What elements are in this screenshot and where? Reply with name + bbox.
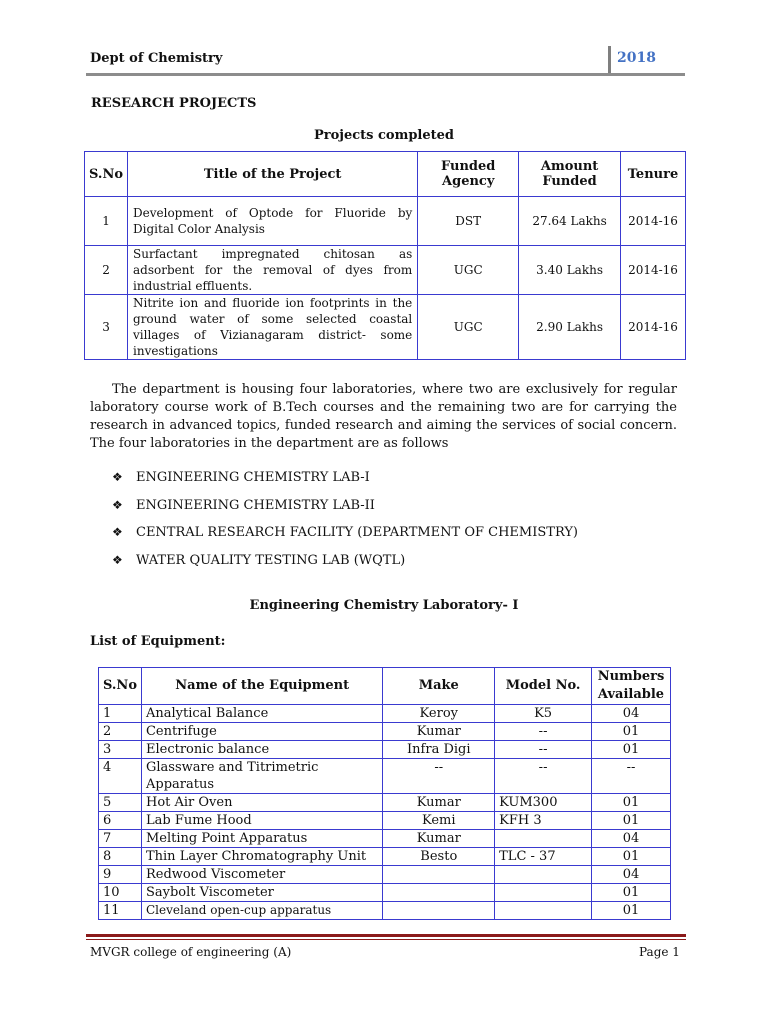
cell-make bbox=[383, 902, 495, 920]
cell-num: 01 bbox=[592, 902, 671, 920]
cell-model bbox=[495, 902, 592, 920]
cell-num: 01 bbox=[592, 884, 671, 902]
col-name: Name of the Equipment bbox=[141, 668, 382, 705]
cell-model: -- bbox=[495, 759, 592, 794]
cell-make: Besto bbox=[383, 848, 495, 866]
equipment-heading: List of Equipment: bbox=[90, 634, 226, 649]
lab1-title: Engineering Chemistry Laboratory- I bbox=[249, 598, 519, 613]
labs-list bbox=[112, 470, 578, 580]
cell-amount: 27.64 Lakhs bbox=[519, 197, 621, 246]
cell-sno: 2 bbox=[85, 246, 128, 295]
table-row bbox=[85, 197, 686, 246]
table-row bbox=[85, 246, 686, 295]
header-dept: Dept of Chemistry bbox=[90, 51, 223, 66]
cell-make: Infra Digi bbox=[383, 741, 495, 759]
col-title: Title of the Project bbox=[128, 152, 418, 197]
cell-make bbox=[383, 866, 495, 884]
col-sno: S.No bbox=[85, 152, 128, 197]
cell-model: TLC - 37 bbox=[495, 848, 592, 866]
cell-sno: 7 bbox=[99, 830, 142, 848]
cell-name: Hot Air Oven bbox=[141, 794, 382, 812]
list-item bbox=[112, 498, 578, 526]
table-row bbox=[99, 741, 671, 759]
cell-model: KUM300 bbox=[495, 794, 592, 812]
labs-paragraph bbox=[90, 381, 677, 453]
list-item bbox=[112, 553, 578, 581]
cell-name: Glassware and Titrimetric Apparatus bbox=[141, 759, 382, 794]
cell-name: Centrifuge bbox=[141, 723, 382, 741]
cell-make: Kumar bbox=[383, 723, 495, 741]
cell-sno: 1 bbox=[99, 705, 142, 723]
cell-sno: 8 bbox=[99, 848, 142, 866]
cell-sno: 11 bbox=[99, 902, 142, 920]
cell-tenure: 2014-16 bbox=[621, 246, 686, 295]
table-header-row bbox=[85, 152, 686, 197]
header-rule bbox=[86, 73, 685, 76]
cell-num: -- bbox=[592, 759, 671, 794]
cell-sno: 4 bbox=[99, 759, 142, 794]
col-make: Make bbox=[383, 668, 495, 705]
cell-num: 04 bbox=[592, 830, 671, 848]
footer-college: MVGR college of engineering (A) bbox=[90, 945, 292, 959]
cell-name: Thin Layer Chromatography Unit bbox=[141, 848, 382, 866]
lab-name: CENTRAL RESEARCH FACILITY (DEPARTMENT OF CHEMISTRY) bbox=[136, 525, 578, 540]
col-model: Model No. bbox=[495, 668, 592, 705]
cell-sno: 3 bbox=[99, 741, 142, 759]
cell-model bbox=[495, 884, 592, 902]
footer-rule bbox=[86, 934, 686, 937]
table-row bbox=[99, 848, 671, 866]
table-row bbox=[99, 884, 671, 902]
table-row bbox=[99, 902, 671, 920]
diamond-bullet-icon: ❖ bbox=[112, 525, 123, 539]
col-agency: Funded Agency bbox=[418, 152, 519, 197]
cell-name: Cleveland open-cup apparatus bbox=[141, 902, 382, 920]
cell-num: 01 bbox=[592, 848, 671, 866]
header-year: 2018 bbox=[617, 50, 656, 66]
cell-make: -- bbox=[383, 759, 495, 794]
cell-sno: 6 bbox=[99, 812, 142, 830]
cell-num: 01 bbox=[592, 812, 671, 830]
cell-name: Analytical Balance bbox=[141, 705, 382, 723]
lab-name: WATER QUALITY TESTING LAB (WQTL) bbox=[136, 552, 406, 568]
cell-agency: DST bbox=[418, 197, 519, 246]
cell-model: K5 bbox=[495, 705, 592, 723]
cell-make bbox=[383, 884, 495, 902]
cell-agency: UGC bbox=[418, 295, 519, 360]
cell-sno: 9 bbox=[99, 866, 142, 884]
cell-num: 04 bbox=[592, 866, 671, 884]
cell-num: 01 bbox=[592, 794, 671, 812]
list-item bbox=[112, 525, 578, 553]
cell-num: 01 bbox=[592, 723, 671, 741]
footer-rule-thin bbox=[86, 939, 686, 940]
cell-make: Kemi bbox=[383, 812, 495, 830]
cell-name: Saybolt Viscometer bbox=[141, 884, 382, 902]
projects-table bbox=[84, 151, 686, 360]
col-amount: Amount Funded bbox=[519, 152, 621, 197]
cell-title: Surfactant impregnated chitosan as adsorbent for the removal of dyes from industrial effluents. bbox=[128, 246, 418, 295]
table-row bbox=[99, 866, 671, 884]
projects-caption: Projects completed bbox=[313, 128, 455, 143]
cell-make: Kumar bbox=[383, 830, 495, 848]
list-item bbox=[112, 470, 578, 498]
table-header-row bbox=[99, 668, 671, 705]
lab-name: ENGINEERING CHEMISTRY LAB-II bbox=[136, 497, 375, 513]
table-row bbox=[85, 295, 686, 360]
diamond-bullet-icon: ❖ bbox=[112, 497, 123, 512]
cell-num: 01 bbox=[592, 741, 671, 759]
col-sno: S.No bbox=[99, 668, 142, 705]
diamond-bullet-icon: ❖ bbox=[112, 470, 123, 484]
cell-sno: 2 bbox=[99, 723, 142, 741]
cell-model bbox=[495, 866, 592, 884]
footer-page-number: Page 1 bbox=[639, 945, 680, 959]
cell-agency: UGC bbox=[418, 246, 519, 295]
cell-make: Keroy bbox=[383, 705, 495, 723]
table-row bbox=[99, 794, 671, 812]
table-row bbox=[99, 812, 671, 830]
cell-tenure: 2014-16 bbox=[621, 295, 686, 360]
table-row bbox=[99, 723, 671, 741]
cell-amount: 3.40 Lakhs bbox=[519, 246, 621, 295]
lab-name: ENGINEERING CHEMISTRY LAB-I bbox=[136, 470, 370, 485]
cell-make: Kumar bbox=[383, 794, 495, 812]
cell-name: Redwood Viscometer bbox=[141, 866, 382, 884]
cell-model: -- bbox=[495, 741, 592, 759]
cell-sno: 3 bbox=[85, 295, 128, 360]
cell-title: Development of Optode for Fluoride by Digital Color Analysis bbox=[128, 197, 418, 246]
header-divider bbox=[608, 46, 611, 74]
cell-name: Lab Fume Hood bbox=[141, 812, 382, 830]
col-numbers: Numbers Available bbox=[592, 668, 671, 705]
paragraph-text: The department is housing four laboratories, where two are exclusively for regular laboratory course work of B.Tech courses and the remaining two are for carrying the research in advanced topics, funded research and aiming the services of social concern. The four laboratories in the department are as follows bbox=[90, 382, 677, 451]
cell-model: -- bbox=[495, 723, 592, 741]
cell-model: KFH 3 bbox=[495, 812, 592, 830]
equipment-table bbox=[98, 667, 671, 920]
cell-tenure: 2014-16 bbox=[621, 197, 686, 246]
col-tenure: Tenure bbox=[621, 152, 686, 197]
cell-model bbox=[495, 830, 592, 848]
cell-sno: 1 bbox=[85, 197, 128, 246]
diamond-bullet-icon: ❖ bbox=[112, 552, 123, 567]
cell-sno: 5 bbox=[99, 794, 142, 812]
cell-sno: 10 bbox=[99, 884, 142, 902]
table-row bbox=[99, 830, 671, 848]
cell-title: Nitrite ion and fluoride ion footprints in the ground water of some selected coastal villages of Vizianagaram district- some investigations bbox=[128, 295, 418, 360]
section-title: RESEARCH PROJECTS bbox=[91, 96, 257, 111]
cell-name: Electronic balance bbox=[141, 741, 382, 759]
table-row bbox=[99, 705, 671, 723]
table-row bbox=[99, 759, 671, 794]
cell-num: 04 bbox=[592, 705, 671, 723]
cell-amount: 2.90 Lakhs bbox=[519, 295, 621, 360]
cell-name: Melting Point Apparatus bbox=[141, 830, 382, 848]
